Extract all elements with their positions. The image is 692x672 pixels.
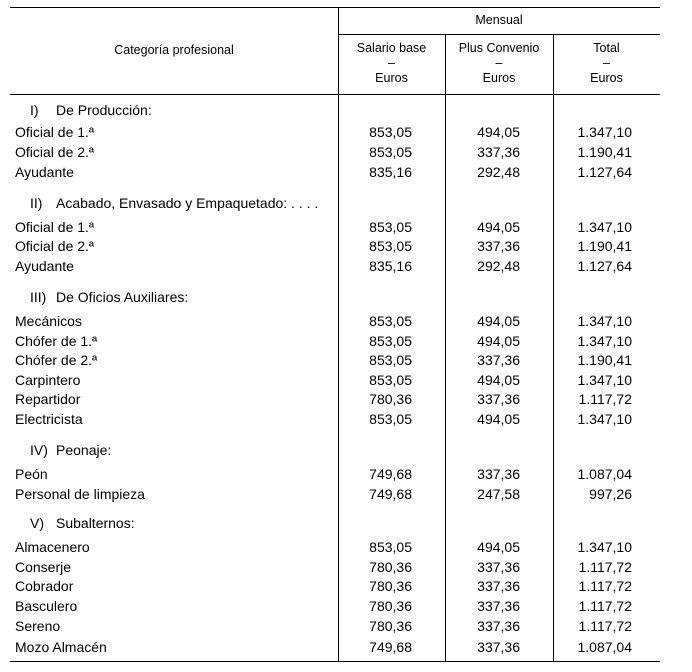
total-value: 1.117,72 <box>578 618 632 634</box>
row-label: Mecánicos <box>15 311 333 331</box>
header-salario-base <box>338 41 445 86</box>
header-mensual: Mensual <box>475 13 523 27</box>
plus-convenio-value: 292,48 <box>477 258 520 274</box>
plus-convenio-value: 494,05 <box>477 411 520 427</box>
total-value: 1.117,72 <box>578 578 632 594</box>
row-label: Cobrador <box>15 576 333 596</box>
salario-base-value: 853,05 <box>369 144 412 160</box>
salario-base-value: 853,05 <box>369 411 412 427</box>
table-row <box>15 389 660 409</box>
row-label: Ayudante <box>15 256 333 276</box>
total-value: 1.087,04 <box>577 466 632 482</box>
total-value: 1.087,04 <box>577 639 632 655</box>
salario-base-value: 780,36 <box>369 578 412 594</box>
mensual-rule <box>338 34 660 35</box>
total-value: 1.347,10 <box>577 219 632 235</box>
section-number: II) <box>30 195 43 211</box>
section-heading <box>30 441 111 459</box>
row-label: Oficial de 2.ª <box>15 236 333 256</box>
salario-base-value: 780,36 <box>369 559 412 575</box>
plus-convenio-value: 247,58 <box>477 486 520 502</box>
row-label: Conserje <box>15 557 333 577</box>
row-label: Sereno <box>15 616 333 636</box>
row-label: Oficial de 1.ª <box>15 217 333 237</box>
header-total <box>553 41 660 86</box>
table-bottom-rule <box>10 661 660 662</box>
row-label: Oficial de 2.ª <box>15 142 333 162</box>
header-col2-name: Plus Convenio <box>458 41 540 55</box>
table-row <box>15 350 660 370</box>
row-label: Ayudante <box>15 162 333 182</box>
table-row <box>15 464 660 484</box>
total-value: 1.127,64 <box>577 258 632 274</box>
row-label: Carpintero <box>15 370 333 390</box>
plus-convenio-value: 337,36 <box>477 639 520 655</box>
salario-base-value: 853,05 <box>369 219 412 235</box>
header-col3-dash: – <box>603 56 610 70</box>
row-label: Chófer de 2.ª <box>15 350 333 370</box>
salario-base-value: 853,05 <box>369 238 412 254</box>
row-label: Electricista <box>15 409 333 429</box>
header-col2-dash: – <box>495 56 503 70</box>
table-row <box>15 142 660 162</box>
header-plus-convenio <box>445 41 553 86</box>
plus-convenio-value: 494,05 <box>477 219 520 235</box>
salario-base-value: 780,36 <box>369 618 412 634</box>
table-row <box>15 217 660 237</box>
table-row <box>15 256 660 276</box>
plus-convenio-value: 337,36 <box>477 598 520 614</box>
header-col3-name: Total <box>593 41 620 55</box>
plus-convenio-value: 494,05 <box>477 313 520 329</box>
row-label: Mozo Almacén <box>15 637 333 657</box>
table-row <box>15 409 660 429</box>
total-value: 1.347,10 <box>577 124 632 140</box>
row-label: Almacenero <box>15 537 333 557</box>
section-heading <box>30 194 318 212</box>
total-value: 997,26 <box>589 486 632 502</box>
salario-base-value: 853,05 <box>369 333 412 349</box>
header-bottom-rule <box>10 94 660 95</box>
table-row <box>15 596 660 616</box>
section-title: De Oficios Auxiliares: <box>56 289 189 305</box>
header-col1-unit: Euros <box>375 71 408 85</box>
table-row <box>15 637 660 657</box>
row-label: Personal de limpieza <box>15 484 333 504</box>
table-row <box>15 331 660 351</box>
salario-base-value: 835,16 <box>369 164 412 180</box>
plus-convenio-value: 494,05 <box>477 539 520 555</box>
table-row <box>15 616 660 636</box>
table-row <box>15 311 660 331</box>
total-value: 1.347,10 <box>577 313 632 329</box>
section-title: Acabado, Envasado y Empaquetado: . . . . <box>56 195 319 211</box>
table-row <box>15 576 660 596</box>
plus-convenio-value: 337,36 <box>477 559 520 575</box>
header-categoria: Categoría profesional <box>114 43 234 57</box>
section-title: Peonaje: <box>56 442 112 458</box>
salario-base-value: 749,68 <box>369 639 412 655</box>
salario-base-value: 749,68 <box>369 466 412 482</box>
salario-base-value: 853,05 <box>369 372 412 388</box>
header-col1-dash: – <box>388 56 395 70</box>
header-col2-unit: Euros <box>482 71 516 85</box>
total-value: 1.117,72 <box>578 598 632 614</box>
row-label: Peón <box>15 464 333 484</box>
total-value: 1.347,10 <box>577 333 632 349</box>
plus-convenio-value: 337,36 <box>477 352 520 368</box>
table-row <box>15 370 660 390</box>
plus-convenio-value: 494,05 <box>477 124 520 140</box>
total-value: 1.117,72 <box>578 559 632 575</box>
row-label: Basculero <box>15 596 333 616</box>
total-value: 1.347,10 <box>577 372 632 388</box>
header-col1-name: Salario base <box>356 41 427 55</box>
salario-base-value: 780,36 <box>369 391 412 407</box>
row-label: Oficial de 1.ª <box>15 122 333 142</box>
table-row <box>15 122 660 142</box>
total-value: 1.117,72 <box>578 391 632 407</box>
table-top-rule <box>10 7 660 8</box>
table-row <box>15 162 660 182</box>
plus-convenio-value: 494,05 <box>477 333 520 349</box>
section-title: Subalternos: <box>56 515 135 531</box>
total-value: 1.347,10 <box>577 539 632 555</box>
section-number: I) <box>30 102 39 118</box>
section-heading <box>30 101 152 119</box>
plus-convenio-value: 337,36 <box>477 144 520 160</box>
section-heading <box>30 514 135 532</box>
salario-base-value: 749,68 <box>369 486 412 502</box>
table-row <box>15 557 660 577</box>
salario-base-value: 835,16 <box>369 258 412 274</box>
total-value: 1.347,10 <box>577 411 632 427</box>
section-number: III) <box>30 289 47 305</box>
total-value: 1.190,41 <box>577 144 632 160</box>
table-row <box>15 484 660 504</box>
plus-convenio-value: 337,36 <box>477 618 520 634</box>
table-row <box>15 236 660 256</box>
total-value: 1.190,41 <box>577 352 632 368</box>
plus-convenio-value: 337,36 <box>477 578 520 594</box>
section-number: V) <box>30 515 44 531</box>
plus-convenio-value: 292,48 <box>477 164 520 180</box>
row-label: Repartidor <box>15 389 333 409</box>
total-value: 1.190,41 <box>577 238 632 254</box>
header-col3-unit: Euros <box>590 71 623 85</box>
section-heading <box>30 288 188 306</box>
plus-convenio-value: 337,36 <box>477 466 520 482</box>
table-row <box>15 537 660 557</box>
salario-base-value: 853,05 <box>369 352 412 368</box>
salario-base-value: 853,05 <box>369 124 412 140</box>
plus-convenio-value: 337,36 <box>477 238 520 254</box>
salario-base-value: 853,05 <box>369 313 412 329</box>
salario-base-value: 853,05 <box>369 539 412 555</box>
salario-base-value: 780,36 <box>369 598 412 614</box>
total-value: 1.127,64 <box>577 164 632 180</box>
row-label: Chófer de 1.ª <box>15 331 333 351</box>
section-title: De Producción: <box>56 102 152 118</box>
plus-convenio-value: 494,05 <box>477 372 520 388</box>
plus-convenio-value: 337,36 <box>477 391 520 407</box>
section-number: IV) <box>30 442 48 458</box>
